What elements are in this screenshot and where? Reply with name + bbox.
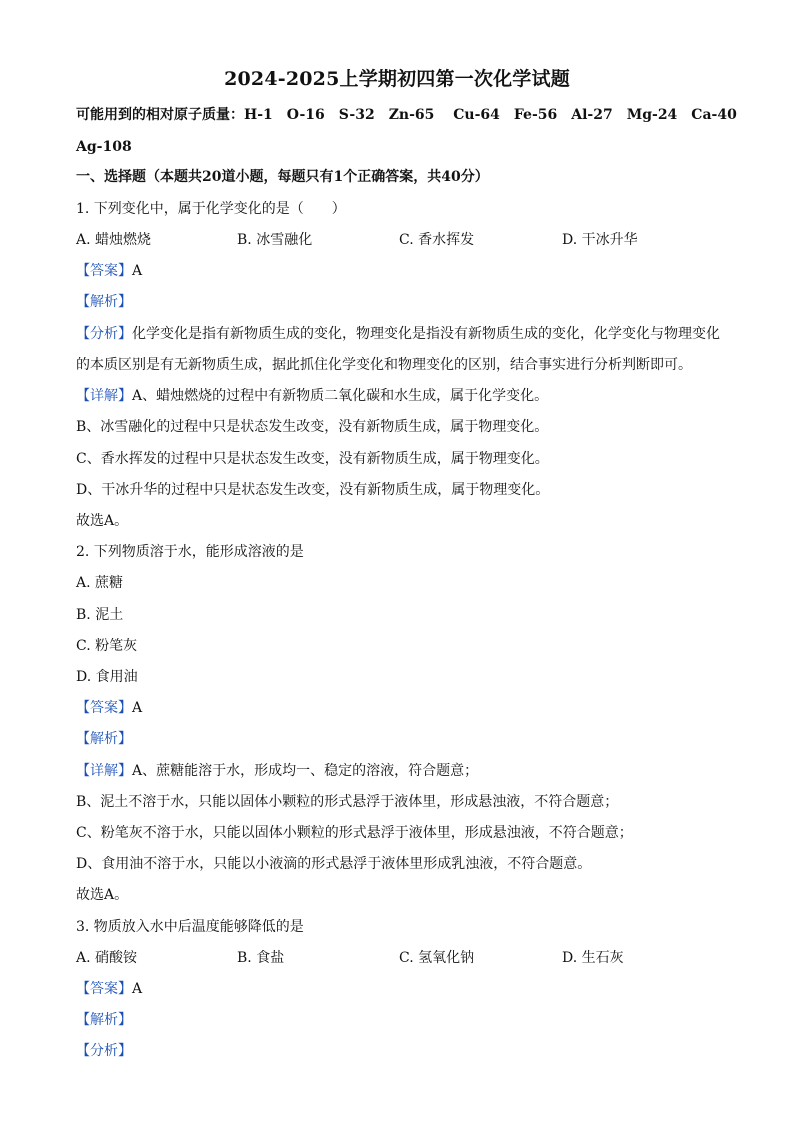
fenxi-tag: 【分析】	[76, 1043, 132, 1059]
question-1-conclusion: 故选A。	[76, 513, 129, 529]
question-3-answer	[76, 980, 142, 998]
exam-title: 2024-2025上学期初四第一次化学试题	[224, 68, 570, 90]
question-1-detail-c: C、香水挥发的过程中只是状态发生改变，没有新物质生成，属于物理变化。	[76, 451, 549, 467]
question-3-option-d: D. 生石灰	[562, 950, 624, 966]
question-1-detail-a	[76, 387, 548, 405]
question-1-analysis-tag	[76, 293, 132, 311]
atomic-masses-line-continued: Ag-108	[76, 139, 132, 155]
analysis-tag: 【解析】	[76, 294, 132, 310]
question-3-option-b: B. 食盐	[237, 950, 285, 966]
question-2-stem: 2. 下列物质溶于水，能形成溶液的是	[76, 544, 304, 560]
atomic-masses-line: 可能用到的相对原子质量：H-1 O-16 S-32 Zn-65 Cu-64 Fe-56 Al-27 Mg-24 Ca-40	[76, 107, 737, 123]
answer-value: A	[132, 700, 143, 716]
answer-value: A	[132, 263, 143, 279]
answer-value: A	[132, 981, 143, 997]
question-1-option-d: D. 干冰升华	[562, 232, 638, 248]
question-1-detail-b: B、冰雪融化的过程中只是状态发生改变，没有新物质生成，属于物理变化。	[76, 419, 549, 435]
question-3-option-a: A. 硝酸铵	[76, 950, 138, 966]
section-heading-multiple-choice: 一、选择题（本题共20道小题，每题只有1个正确答案，共40分）	[76, 169, 489, 185]
fenxi-tag: 【分析】	[76, 326, 132, 342]
question-2-option-c: C. 粉笔灰	[76, 638, 138, 654]
question-1-option-b: B. 冰雪融化	[237, 232, 313, 248]
question-2-detail-a	[76, 762, 478, 780]
question-1-option-a: A. 蜡烛燃烧	[76, 232, 152, 248]
analysis-tag: 【解析】	[76, 1012, 132, 1028]
question-1-fenxi-line-2: 的本质区别是有无新物质生成，据此抓住化学变化和物理变化的区别，结合事实进行分析判断即可。	[76, 357, 692, 373]
question-3-stem: 3. 物质放入水中后温度能够降低的是	[76, 919, 304, 935]
question-1-stem: 1. 下列变化中，属于化学变化的是（ ）	[76, 201, 346, 217]
question-1-fenxi-line-1	[76, 325, 720, 343]
question-3-analysis-tag	[76, 1011, 132, 1029]
question-2-option-a: A. 蔗糖	[76, 575, 124, 591]
answer-tag: 【答案】	[76, 700, 132, 716]
analysis-tag: 【解析】	[76, 731, 132, 747]
detail-tag: 【详解】	[76, 763, 132, 779]
answer-tag: 【答案】	[76, 263, 132, 279]
question-1-option-c: C. 香水挥发	[399, 232, 475, 248]
detail-tag: 【详解】	[76, 388, 132, 404]
question-1-detail-d: D、干冰升华的过程中只是状态发生改变，没有新物质生成，属于物理变化。	[76, 482, 550, 498]
question-1-answer	[76, 262, 142, 280]
question-2-analysis-tag	[76, 730, 132, 748]
detail-text: A、蔗糖能溶于水，形成均一、稳定的溶液，符合题意；	[132, 763, 479, 779]
question-2-option-d: D. 食用油	[76, 669, 138, 685]
detail-text: A、蜡烛燃烧的过程中有新物质二氧化碳和水生成，属于化学变化。	[132, 388, 549, 404]
question-2-answer	[76, 699, 142, 717]
question-2-detail-d: D、食用油不溶于水，只能以小液滴的形式悬浮于液体里形成乳浊液，不符合题意。	[76, 856, 592, 872]
question-2-option-b: B. 泥土	[76, 607, 124, 623]
question-3-fenxi-tag	[76, 1042, 132, 1060]
question-2-conclusion: 故选A。	[76, 887, 129, 903]
question-2-detail-b: B、泥土不溶于水，只能以固体小颗粒的形式悬浮于液体里，形成悬浊液，不符合题意；	[76, 794, 619, 810]
answer-tag: 【答案】	[76, 981, 132, 997]
question-3-option-c: C. 氢氧化钠	[399, 950, 475, 966]
fenxi-text: 化学变化是指有新物质生成的变化，物理变化是指没有新物质生成的变化，化学变化与物理变化	[132, 326, 720, 342]
question-2-detail-c: C、粉笔灰不溶于水，只能以固体小颗粒的形式悬浮于液体里，形成悬浊液，不符合题意；	[76, 825, 633, 841]
